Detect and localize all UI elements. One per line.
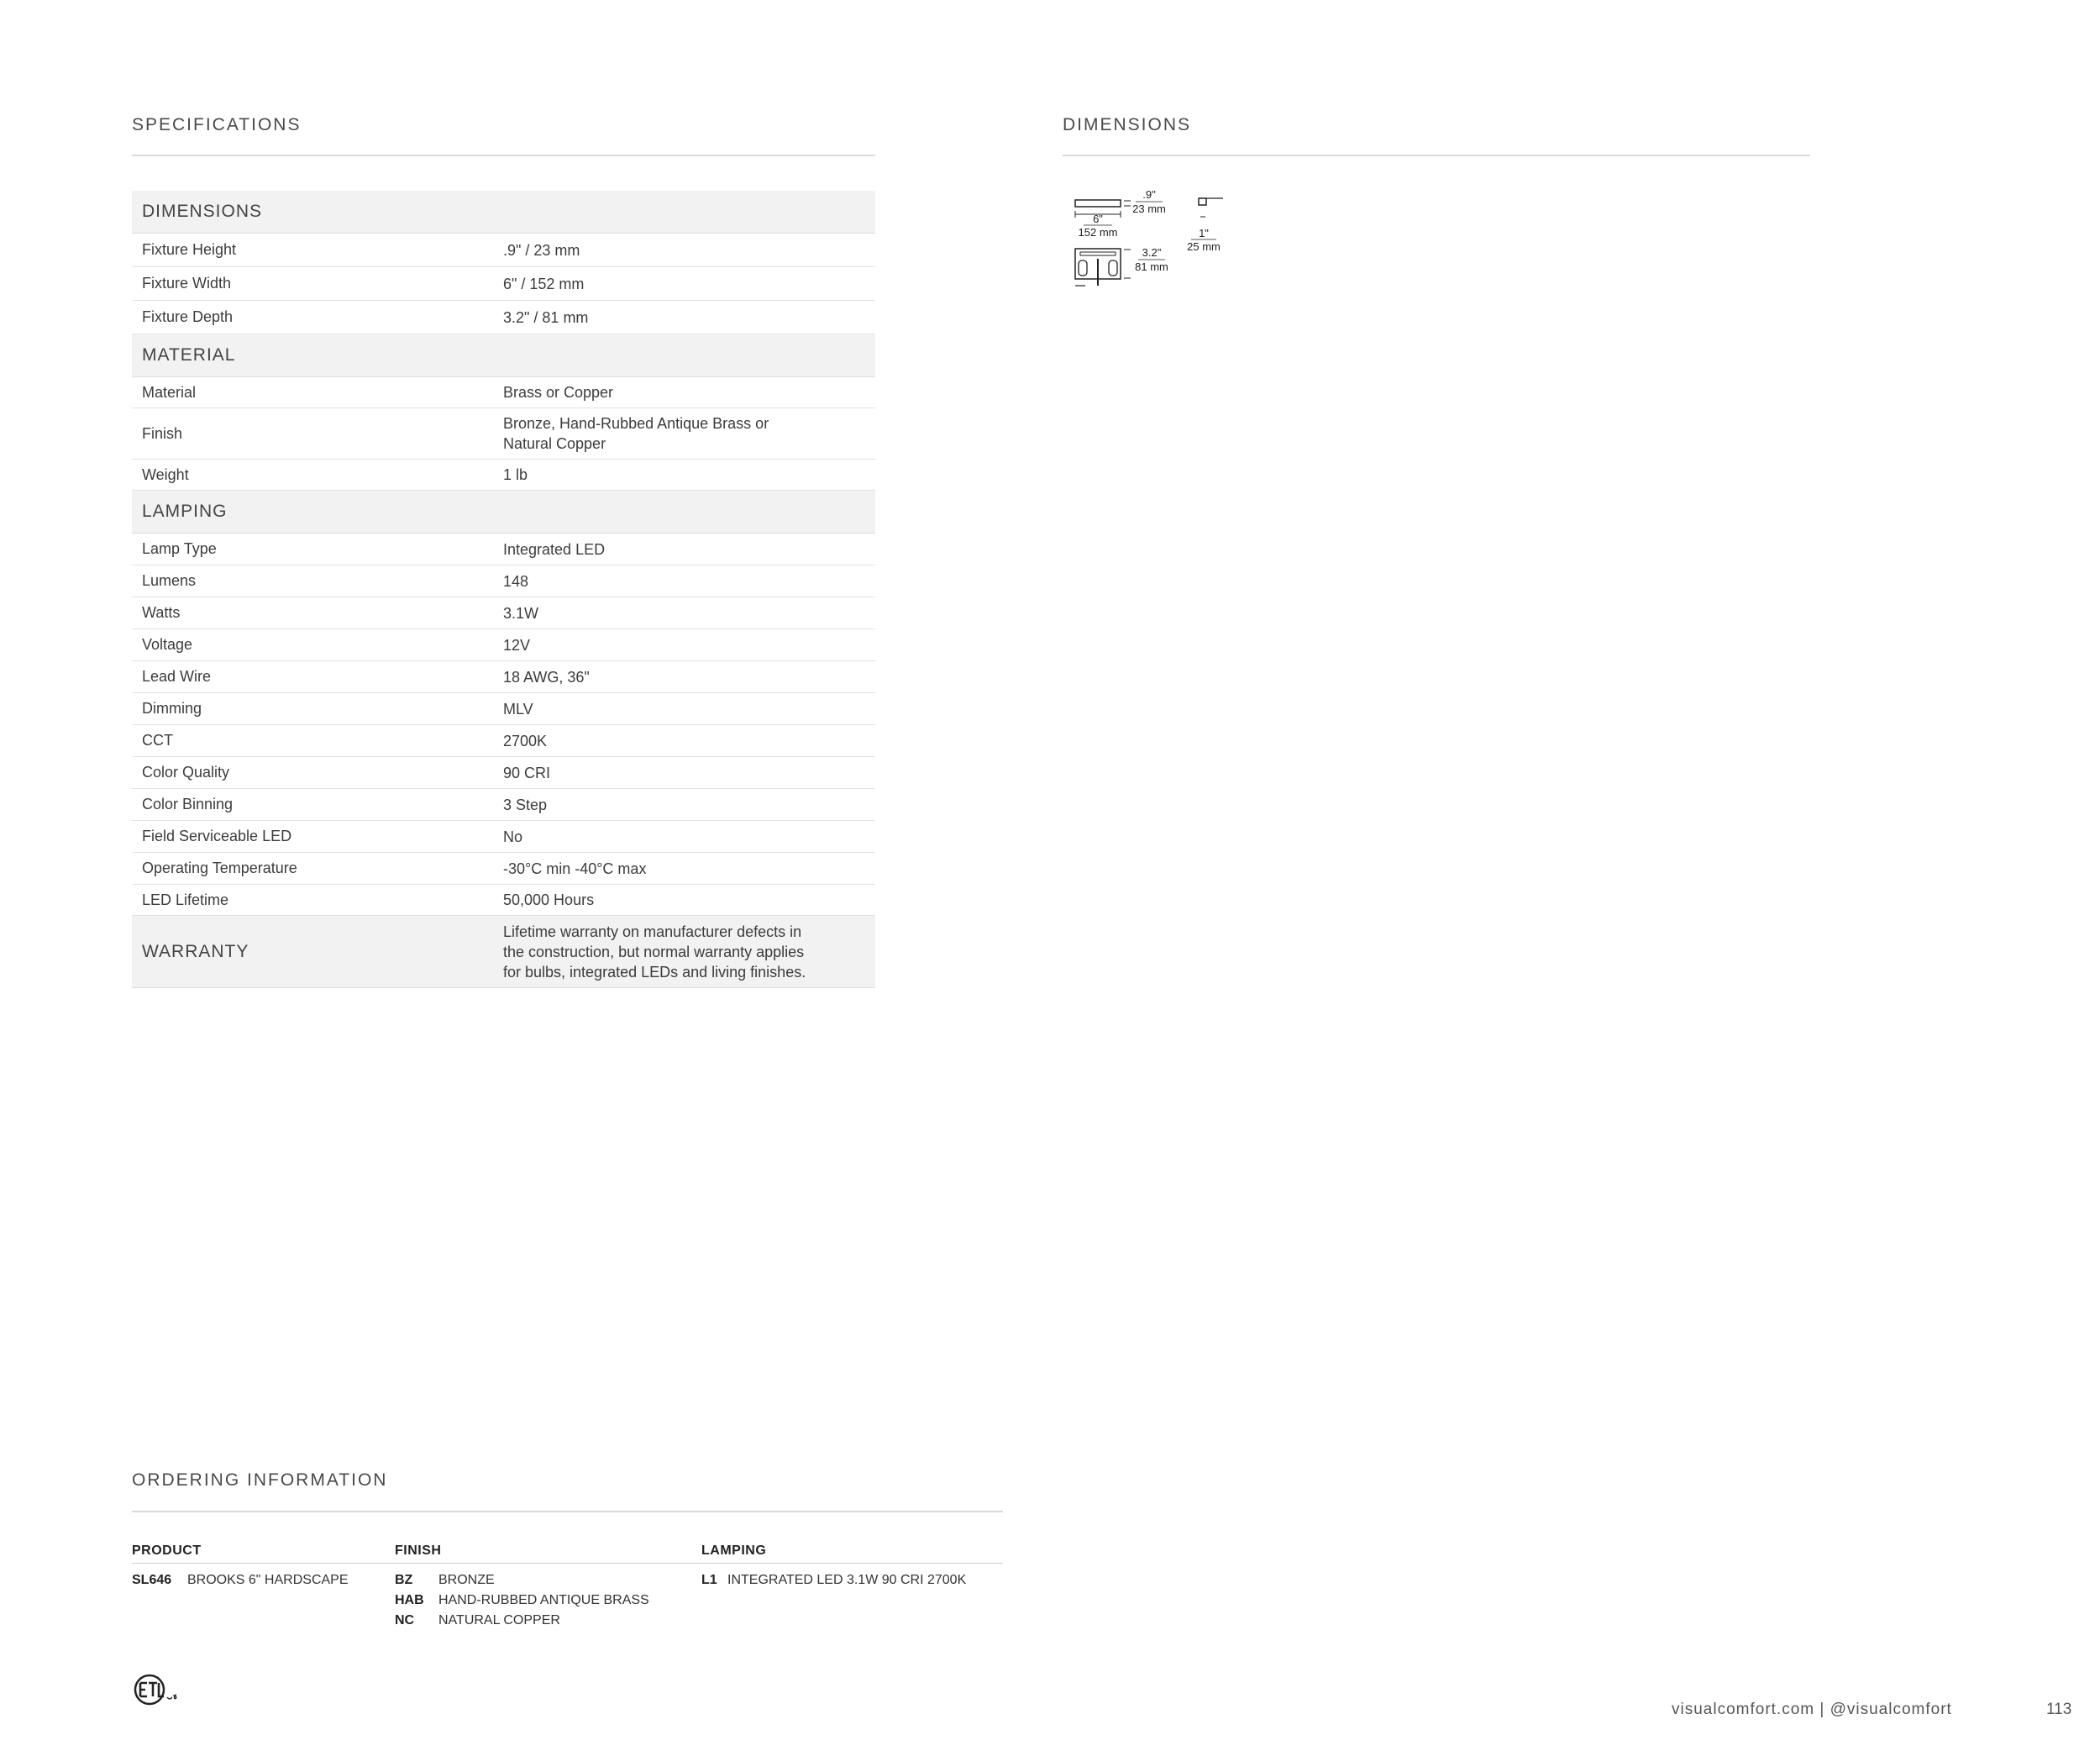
- warranty-line: Lifetime warranty on manufacturer defects in: [503, 923, 802, 940]
- finish-heading: FINISH: [395, 1543, 442, 1558]
- spec-value: 6" / 152 mm: [503, 275, 585, 292]
- front-view-outline: [1075, 200, 1121, 207]
- warranty-text: [503, 922, 875, 982]
- spec-row: [132, 267, 875, 301]
- height-inches-label: .9": [1142, 188, 1156, 201]
- spec-label: CCT: [142, 732, 173, 749]
- finish-name: BRONZE: [438, 1573, 495, 1587]
- spec-label: Operating Temperature: [142, 860, 297, 876]
- spec-label: LED Lifetime: [142, 891, 229, 908]
- spec-row: [132, 534, 875, 565]
- finish-option: [395, 1611, 649, 1631]
- spec-label: Fixture Height: [142, 241, 237, 258]
- product-code: SL646: [132, 1573, 172, 1587]
- lamping-heading: LAMPING: [701, 1543, 767, 1558]
- spec-value-line: Bronze, Hand-Rubbed Antique Brass or: [503, 415, 769, 432]
- spec-label: Color Quality: [142, 764, 230, 781]
- spec-label: Watts: [142, 604, 181, 621]
- product-heading: PRODUCT: [132, 1543, 202, 1558]
- spec-value: Integrated LED: [503, 540, 606, 558]
- etl-certification-icon: [133, 1672, 180, 1707]
- profile-inches-label: 1": [1199, 227, 1209, 239]
- height-mm-label: 23 mm: [1132, 202, 1166, 215]
- spec-label: Color Binning: [142, 796, 234, 812]
- spec-label: Finish: [142, 424, 183, 442]
- profile-mm-label: 25 mm: [1187, 240, 1221, 253]
- spec-label: Weight: [142, 465, 189, 483]
- spec-row: [132, 661, 875, 693]
- depth-inches-label: 3.2": [1142, 246, 1162, 259]
- ordering-finish-column: [395, 1543, 649, 1631]
- spec-label: Field Serviceable LED: [142, 828, 292, 844]
- mount-slot-left: [1079, 260, 1087, 276]
- ordering-product-column: [132, 1543, 349, 1591]
- spec-row: [132, 408, 875, 460]
- dimension-drawing: [1067, 187, 1252, 296]
- group-heading-dimensions: DIMENSIONS: [132, 191, 875, 234]
- specifications-title: SPECIFICATIONS: [132, 115, 302, 134]
- spec-row: [132, 377, 875, 408]
- page-number: 113: [2046, 1701, 2072, 1718]
- spec-label: Fixture Width: [142, 275, 232, 292]
- footer-website[interactable]: visualcomfort.com | @visualcomfort: [1672, 1701, 1952, 1718]
- spec-label: Fixture Depth: [142, 308, 234, 325]
- spec-value: 12V: [503, 636, 531, 654]
- spec-value: 3 Step: [503, 796, 548, 813]
- spec-row: [132, 885, 875, 916]
- spec-value: 2700K: [503, 732, 548, 749]
- spec-label: Lead Wire: [142, 668, 212, 685]
- warranty-heading: WARRANTY: [142, 941, 249, 961]
- finish-code: HAB: [395, 1593, 424, 1607]
- spec-row: [132, 565, 875, 597]
- dimensions-divider: [1063, 155, 1810, 156]
- spec-value: 3.2" / 81 mm: [503, 308, 589, 326]
- warranty-row: [132, 916, 875, 988]
- finish-name: NATURAL COPPER: [438, 1613, 560, 1627]
- spec-value: 1 lb: [503, 466, 528, 483]
- spec-row: [132, 301, 875, 334]
- spec-value: No: [503, 828, 523, 845]
- spec-row: [132, 597, 875, 629]
- specifications-divider: [132, 155, 875, 156]
- finish-code: NC: [395, 1613, 415, 1627]
- spec-value: -30°C min -40°C max: [503, 860, 647, 877]
- spec-label: Voltage: [142, 636, 193, 653]
- product-name: BROOKS 6" HARDSCAPE: [187, 1573, 349, 1587]
- finish-name: HAND-RUBBED ANTIQUE BRASS: [438, 1593, 649, 1607]
- spec-value: MLV: [503, 700, 533, 718]
- spec-row: [132, 693, 875, 725]
- spec-value: 3.1W: [503, 604, 539, 622]
- warranty-line: the construction, but normal warranty applies: [503, 943, 805, 960]
- spec-value: 50,000 Hours: [503, 891, 595, 908]
- spec-row: [132, 629, 875, 661]
- profile-outline: [1199, 198, 1206, 205]
- mount-slot-right: [1109, 260, 1117, 276]
- spec-label: Dimming: [142, 700, 202, 717]
- spec-row: [132, 460, 875, 491]
- width-mm-label: 152 mm: [1078, 226, 1118, 239]
- finish-option: [395, 1591, 649, 1611]
- finish-code: BZ: [395, 1573, 413, 1587]
- spec-row: [132, 789, 875, 821]
- lamping-code: L1: [701, 1573, 717, 1587]
- product-option: [132, 1570, 349, 1591]
- spec-value: [503, 413, 875, 454]
- lamping-name: INTEGRATED LED 3.1W 90 CRI 2700K: [727, 1573, 967, 1587]
- finish-option: [395, 1570, 649, 1591]
- group-heading-material: MATERIAL: [132, 334, 875, 377]
- ordering-lamping-column: [701, 1543, 966, 1591]
- ordering-title: ORDERING INFORMATION: [132, 1470, 388, 1490]
- spec-value: 18 AWG, 36": [503, 668, 590, 686]
- spec-row: [132, 725, 875, 757]
- depth-mm-label: 81 mm: [1135, 260, 1168, 273]
- specifications-table: [132, 191, 875, 988]
- spec-label: Lamp Type: [142, 540, 217, 557]
- spec-value: Brass or Copper: [503, 384, 614, 401]
- top-view-lip: [1080, 252, 1116, 255]
- spec-row: [132, 757, 875, 789]
- spec-value-line: Natural Copper: [503, 435, 606, 452]
- spec-label: Lumens: [142, 572, 197, 589]
- spec-value: 90 CRI: [503, 764, 551, 781]
- width-inches-label: 6": [1093, 213, 1103, 225]
- spec-value: 148: [503, 572, 529, 590]
- group-heading-lamping: LAMPING: [132, 491, 875, 534]
- lamping-option: [701, 1570, 966, 1591]
- ordering-divider: [132, 1511, 1003, 1512]
- dimensions-title: DIMENSIONS: [1063, 115, 1192, 134]
- warranty-line: for bulbs, integrated LEDs and living finishes.: [503, 963, 806, 981]
- spec-row: [132, 234, 875, 267]
- spec-label: Material: [142, 383, 197, 401]
- spec-row: [132, 853, 875, 885]
- spec-value: .9" / 23 mm: [503, 241, 580, 259]
- spec-row: [132, 821, 875, 853]
